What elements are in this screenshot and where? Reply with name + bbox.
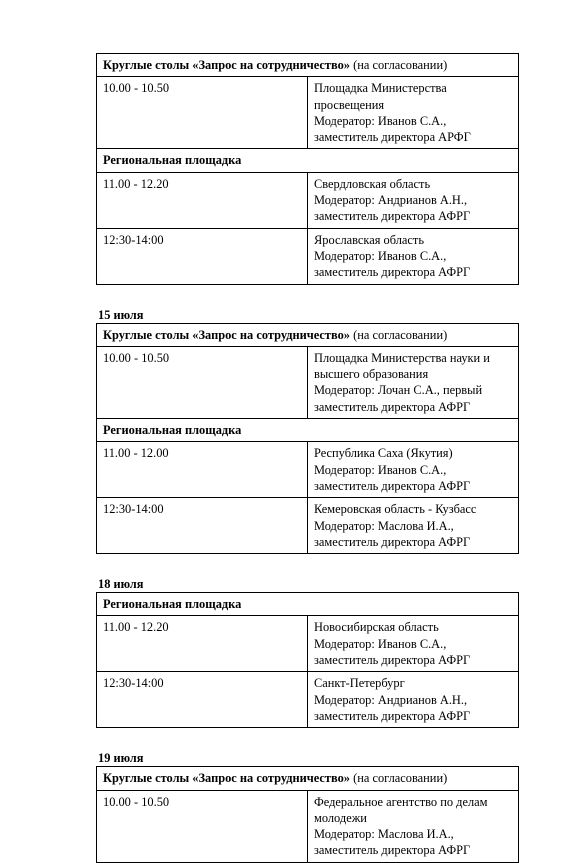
event-title: Ярославская область <box>314 232 424 247</box>
event-title: Новосибирская область <box>314 620 439 635</box>
time-cell: 10.00 - 10.50 <box>97 346 308 418</box>
event-cell <box>308 228 519 284</box>
date-heading: 18 июля <box>98 577 144 592</box>
moderator-text: Модератор: Лочан С.А., первый заместитель директора АФРГ <box>314 383 483 414</box>
time-cell: 11.00 - 12.00 <box>97 442 308 498</box>
table-row <box>97 790 519 862</box>
moderator-text: Модератор: Андрианов А.Н., заместитель директора АФРГ <box>314 692 471 723</box>
table-row <box>97 616 519 672</box>
event-title: Санкт-Петербург <box>314 676 405 691</box>
table-row <box>97 149 519 172</box>
moderator-text: Модератор: Маслова И.А., заместитель директора АФРГ <box>314 827 471 858</box>
schedule-table <box>96 53 519 285</box>
time-cell: 12:30-14:00 <box>97 672 308 728</box>
time-cell: 10.00 - 10.50 <box>97 790 308 862</box>
roundtable-header-cell <box>97 323 519 346</box>
event-cell <box>308 172 519 228</box>
table-row <box>97 77 519 149</box>
moderator-text: Модератор: Иванов С.А., заместитель директора АФРГ <box>314 636 471 668</box>
event-cell <box>308 442 519 498</box>
roundtable-title: Круглые столы «Запрос на сотрудничество» <box>103 58 351 72</box>
event-cell <box>308 77 519 149</box>
approval-status: (на согласовании) <box>350 58 448 72</box>
section-heading: Региональная площадка <box>97 149 519 172</box>
time-cell: 11.00 - 12.20 <box>97 616 308 672</box>
moderator-text: Модератор: Иванов С.А., заместитель директора АРФГ <box>314 113 471 145</box>
time-cell: 11.00 - 12.20 <box>97 172 308 228</box>
event-cell <box>308 616 519 672</box>
date-heading: 15 июля <box>98 307 144 322</box>
block-spacer <box>96 554 519 571</box>
table-row <box>97 54 519 77</box>
moderator-text: Модератор: Андрианов А.Н., заместитель директора АФРГ <box>314 193 471 224</box>
event-cell <box>308 346 519 418</box>
table-row <box>97 672 519 728</box>
moderator-text: Модератор: Иванов С.А., заместитель директора АФРГ <box>314 248 471 280</box>
schedule-table <box>96 766 519 862</box>
table-row <box>97 228 519 284</box>
block-spacer <box>96 285 519 302</box>
moderator-text: Модератор: Иванов С.А., заместитель директора АФРГ <box>314 462 471 493</box>
time-cell: 12:30-14:00 <box>97 228 308 284</box>
moderator-text: Модератор: Маслова И.А., заместитель директора АФРГ <box>314 518 471 549</box>
section-heading: Региональная площадка <box>97 593 519 616</box>
time-cell: 10.00 - 10.50 <box>97 77 308 149</box>
event-title: Кемеровская область - Кузбасс <box>314 502 477 517</box>
roundtable-title: Круглые столы «Запрос на сотрудничество» <box>103 771 351 786</box>
event-cell <box>308 498 519 554</box>
block-spacer <box>96 728 519 745</box>
roundtable-title: Круглые столы «Запрос на сотрудничество» <box>103 327 351 342</box>
table-row <box>97 346 519 418</box>
section-heading: Региональная площадка <box>97 419 519 442</box>
event-cell <box>308 790 519 862</box>
table-row <box>97 442 519 498</box>
event-title: Свердловская область <box>314 176 431 191</box>
event-title: Республика Саха (Якутия) <box>314 446 453 461</box>
approval-status: (на согласовании) <box>350 771 448 786</box>
table-row <box>97 498 519 554</box>
event-title: Площадка Министерства науки и высшего образования <box>314 350 490 382</box>
table-row <box>97 767 519 790</box>
schedule-table <box>96 323 519 555</box>
roundtable-header-cell <box>97 54 519 77</box>
date-heading: 19 июля <box>98 751 144 766</box>
time-cell: 12:30-14:00 <box>97 498 308 554</box>
table-row <box>97 323 519 346</box>
event-cell <box>308 672 519 728</box>
roundtable-header-cell <box>97 767 519 790</box>
table-row <box>97 172 519 228</box>
approval-status: (на согласовании) <box>350 327 448 342</box>
table-row <box>97 593 519 616</box>
table-row <box>97 419 519 442</box>
event-title: Площадка Министерства просвещения <box>314 81 447 112</box>
event-title: Федеральное агентство по делам молодежи <box>314 794 488 825</box>
schedule-table <box>96 592 519 728</box>
schedule-document <box>96 53 519 863</box>
